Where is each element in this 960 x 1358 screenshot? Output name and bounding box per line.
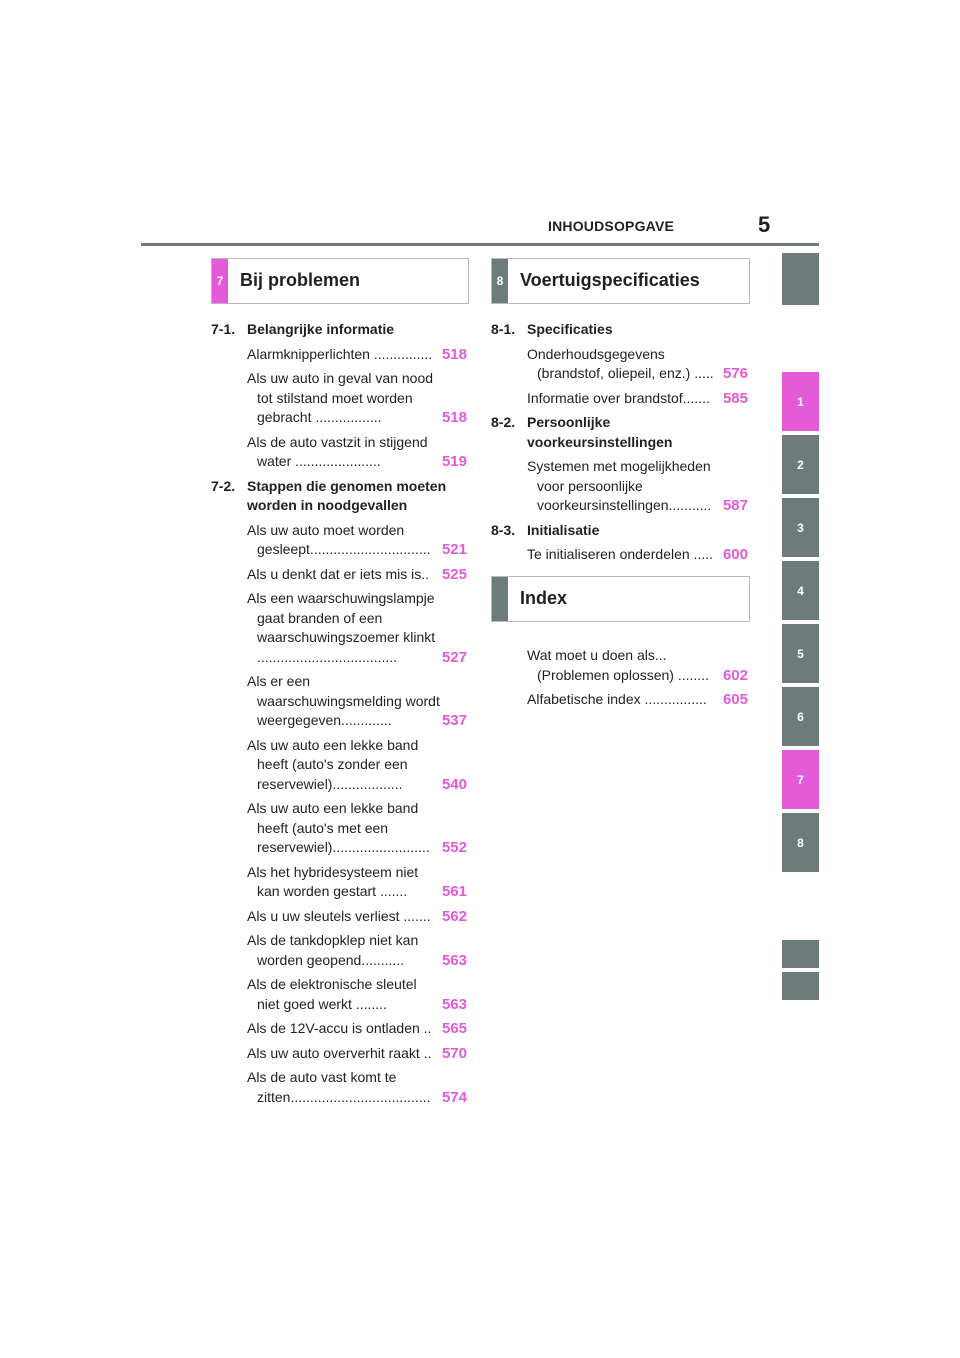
toc-entry-text: Als de 12V-accu is ontladen .. [247, 1020, 432, 1036]
toc-entry[interactable] [211, 672, 467, 731]
toc-entry-page[interactable]: 562 [441, 907, 467, 925]
toc-entry[interactable] [211, 1044, 467, 1064]
side-tab-1[interactable]: 1 [782, 372, 819, 431]
toc-entry-page[interactable]: 540 [441, 775, 467, 793]
toc-entry-text: Als de tankdopklep niet kan worden geopend........... [247, 932, 419, 968]
group-title[interactable]: Specificaties [527, 321, 613, 337]
toc-entry-text: Als uw auto een lekke band heeft (auto's met een reservewiel)......................... [247, 800, 430, 855]
side-tab-3[interactable]: 3 [782, 498, 819, 557]
toc-entry-page[interactable]: 521 [441, 541, 467, 558]
toc-entry-page[interactable]: 518 [441, 345, 467, 363]
side-tab-7[interactable]: 7 [782, 750, 819, 809]
toc-entry-page[interactable]: 563 [441, 951, 467, 969]
toc-group-7-2 [211, 477, 467, 1108]
toc-entry-text: Als uw auto moet worden gesleept............................... [247, 521, 431, 557]
side-tab-blank-2[interactable] [782, 972, 819, 1000]
toc-entry-text: Informatie over brandstof....... [527, 389, 710, 406]
group-number: 7-2. [211, 477, 236, 494]
side-tab-2[interactable]: 2 [782, 435, 819, 494]
toc-column-right [491, 320, 748, 570]
toc-entry-page[interactable]: 552 [441, 839, 467, 856]
toc-entry[interactable] [491, 345, 748, 384]
toc-entry-page[interactable]: 525 [441, 565, 467, 583]
group-title[interactable]: Initialisatie [527, 521, 600, 538]
side-tab-8[interactable]: 8 [782, 813, 819, 872]
section-8-tab: 8 [492, 259, 508, 303]
toc-entry-page[interactable]: 585 [722, 389, 748, 407]
toc-entry[interactable] [211, 931, 467, 970]
index-tab [492, 577, 508, 621]
toc-entry[interactable] [211, 863, 467, 902]
group-number: 8-1. [491, 321, 516, 337]
toc-entry[interactable] [491, 457, 748, 516]
toc-entry[interactable] [211, 433, 467, 472]
toc-entry-text: Als uw auto een lekke band heeft (auto's zonder een reservewiel).................. [247, 736, 419, 792]
group-number: 8-2. [491, 414, 516, 430]
section-7-tab: 7 [212, 259, 228, 303]
toc-entry-page[interactable]: 519 [441, 453, 467, 470]
toc-entry-text: Als u denkt dat er iets mis is.. [247, 565, 430, 582]
toc-entry[interactable] [491, 646, 748, 685]
toc-entry-text: Systemen met mogelijkheden voor persoonlijke voorkeursinstellingen........... [527, 458, 712, 513]
toc-entry[interactable] [211, 736, 467, 795]
header-rule [141, 243, 819, 246]
toc-group-8-1 [491, 320, 748, 408]
toc-entry-text: Als er een waarschuwingsmelding wordt weergegeven............. [247, 673, 440, 728]
toc-entry-text: Als uw auto in geval van nood tot stilstand moet worden gebracht ................. [247, 370, 434, 425]
toc-group-8-2 [491, 413, 748, 516]
section-8-title: Voertuigspecificaties [520, 270, 700, 290]
side-tab-blank-top [782, 253, 819, 305]
side-tab-4[interactable]: 4 [782, 561, 819, 620]
toc-entry-text: Als een waarschuwingslampje gaat branden of een waarschuwingszoemer klinkt .................................... [247, 590, 436, 665]
toc-entry[interactable] [211, 907, 467, 927]
toc-entry-text: Onderhoudsgegevens (brandstof, oliepeil, enz.) ..... [527, 345, 714, 381]
index-header [491, 576, 750, 622]
toc-entry-page[interactable]: 576 [722, 365, 748, 382]
toc-entry-page[interactable]: 561 [441, 883, 467, 900]
toc-entry-text: Als de auto vast komt te zitten.................................... [247, 1069, 431, 1105]
toc-group-7-1 [211, 320, 467, 472]
toc-entry-text: Als uw auto oververhit raakt .. [247, 1044, 432, 1061]
group-title[interactable]: Belangrijke informatie [247, 321, 395, 337]
toc-entry[interactable] [211, 565, 467, 585]
toc-group-8-3 [491, 521, 748, 565]
toc-entry-text: Als de elektronische sleutel niet goed werkt ........ [247, 976, 417, 1012]
group-title[interactable]: Persoonlijke voorkeursinstellingen [527, 414, 673, 450]
toc-entry-page[interactable]: 570 [441, 1044, 467, 1062]
toc-entry-page[interactable]: 602 [722, 666, 748, 684]
toc-entry[interactable] [211, 521, 467, 560]
toc-entry[interactable] [211, 369, 467, 428]
toc-entry-page[interactable]: 527 [441, 648, 467, 666]
toc-entry[interactable] [211, 975, 467, 1014]
section-7-header [211, 258, 469, 304]
toc-entry-page[interactable]: 600 [722, 546, 748, 563]
toc-entry[interactable] [211, 1019, 467, 1039]
toc-column-left [211, 320, 467, 1112]
toc-entry-page[interactable]: 518 [441, 409, 467, 426]
group-title[interactable]: Stappen die genomen moeten worden in noodgevallen [247, 477, 447, 513]
side-tab-blank-1[interactable] [782, 940, 819, 968]
toc-entry-text: Te initialiseren onderdelen ..... [527, 546, 713, 562]
index-title: Index [520, 588, 568, 608]
page-number: 5 [758, 212, 771, 237]
toc-entry[interactable] [211, 345, 467, 365]
side-tab-5[interactable]: 5 [782, 624, 819, 683]
toc-entry-page[interactable]: 587 [722, 497, 748, 514]
toc-entry-text: Alarmknipperlichten ............... [247, 345, 433, 362]
toc-entry[interactable] [211, 589, 467, 667]
section-8-header [491, 258, 750, 304]
toc-entry[interactable] [491, 389, 748, 409]
toc-entry-text: Als u uw sleutels verliest ....... [247, 907, 431, 924]
toc-entry[interactable] [491, 690, 748, 710]
group-number: 8-3. [491, 521, 516, 538]
toc-entry-text: Als de auto vastzit in stijgend water ...................... [247, 433, 428, 469]
toc-index-entries [491, 646, 748, 715]
toc-entry-text: Als het hybridesysteem niet kan worden gestart ....... [247, 863, 419, 899]
toc-entry-page[interactable]: 574 [441, 1088, 467, 1106]
toc-entry[interactable] [211, 1068, 467, 1107]
toc-entry[interactable] [491, 545, 748, 565]
toc-entry-text: Alfabetische index ................ [527, 691, 707, 707]
toc-entry-page[interactable]: 563 [441, 995, 467, 1013]
section-7-title: Bij problemen [240, 270, 361, 290]
toc-entry-page[interactable]: 537 [441, 712, 467, 729]
toc-entry-page[interactable]: 565 [441, 1020, 467, 1037]
toc-entry[interactable] [211, 799, 467, 858]
toc-entry-text: Wat moet u doen als... (Problemen oplossen) ........ [527, 647, 709, 683]
side-tab-6[interactable]: 6 [782, 687, 819, 746]
group-number: 7-1. [211, 321, 236, 337]
header-title: INHOUDSOPGAVE [548, 218, 675, 234]
toc-entry-page[interactable]: 605 [722, 691, 748, 708]
